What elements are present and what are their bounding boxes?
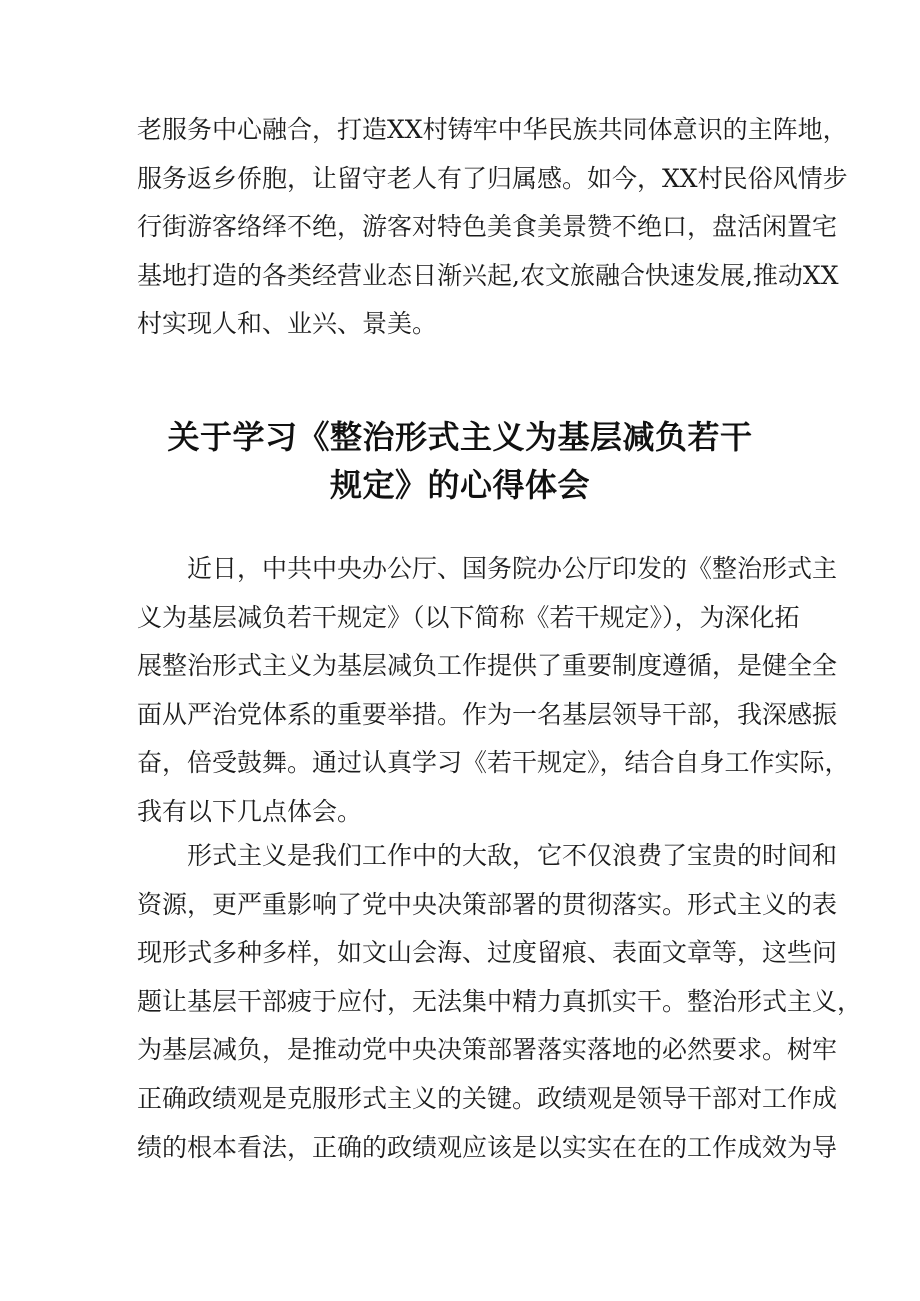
intro-paragraph: [137, 106, 848, 349]
article-title-line-2: 规定》的心得体会: [329, 466, 590, 504]
paragraph-line: 服务返乡侨胞，让留守老人有了归属感。如今，XX村民俗风情步: [137, 163, 848, 193]
paragraph-line: 老服务中心融合，打造XX村铸牢中华民族共同体意识的主阵地，: [137, 115, 848, 144]
article-title-line-1: 关于学习《整治形式主义为基层减负若干: [167, 418, 753, 456]
paragraph-line: 展整治形式主义为基层减负工作提供了重要制度遵循，是健全全: [137, 651, 838, 681]
paragraph-line: 绩的根本看法，正确的政绩观应该是以实实在在的工作成效为导: [137, 1132, 838, 1162]
paragraph-2: [137, 832, 863, 1172]
paragraph-line: 行街游客络绎不绝，游客对特色美食美景赞不绝口，盘活闲置宅: [137, 212, 838, 242]
paragraph-line: 题让基层干部疲于应付，无法集中精力真抓实干。整治形式主义，: [137, 986, 863, 1016]
paragraph-line: 近日，中共中央办公厅、国务院办公厅印发的《整治形式主: [187, 554, 838, 583]
paragraph-line: 义为基层减负若干规定》（以下简称《若干规定》），为深化拓: [137, 602, 800, 632]
paragraph-line: 奋，倍受鼓舞。通过认真学习《若干规定》，结合自身工作实际，: [137, 748, 850, 778]
paragraph-line: 正确政绩观是克服形式主义的关键。政绩观是领导干部对工作成: [137, 1083, 838, 1113]
paragraph-line: 为基层减负，是推动党中央决策部署落实落地的必然要求。树牢: [137, 1035, 838, 1065]
paragraph-1: [137, 545, 850, 837]
paragraph-line: 形式主义是我们工作中的大敌，它不仅浪费了宝贵的时间和: [187, 841, 838, 870]
paragraph-line: 村实现人和、业兴、景美。: [137, 309, 438, 339]
paragraph-line: 基地打造的各类经营业态日渐兴起,农文旅融合快速发展,推动XX: [137, 260, 839, 290]
paragraph-line: 我有以下几点体会。: [137, 796, 363, 826]
paragraph-line: 现形式多种多样，如文山会海、过度留痕、表面文章等，这些问: [137, 938, 838, 968]
paragraph-line: 资源，更严重影响了党中央决策部署的贯彻落实。形式主义的表: [137, 889, 838, 919]
paragraph-line: 面从严治党体系的重要举措。作为一名基层领导干部，我深感振: [137, 699, 838, 729]
